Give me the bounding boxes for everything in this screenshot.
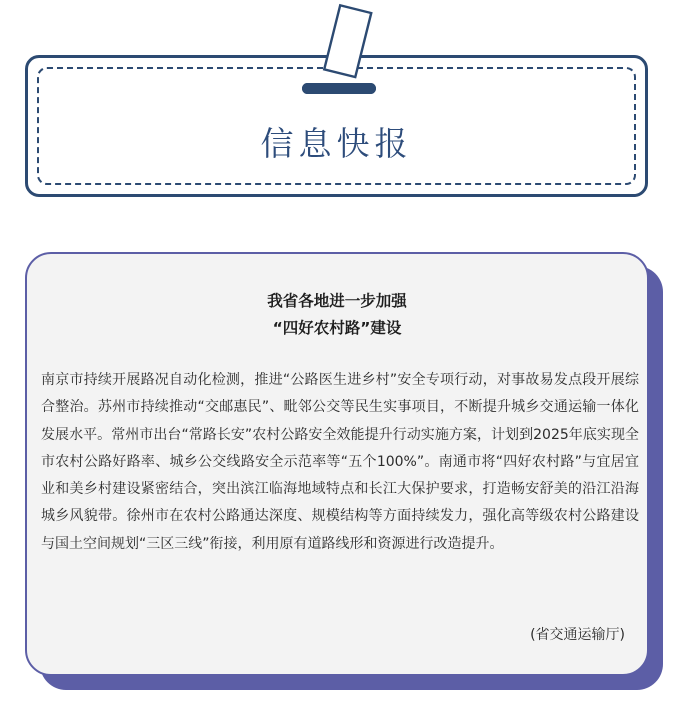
- page-title: 信息快报: [260, 124, 413, 163]
- article-headline: [27, 288, 647, 342]
- article-body: 南京市持续开展路况自动化检测，推进“公路医生进乡村”安全专项行动，对事故易发点段开展综合整治。苏州市持续推动“交邮惠民”、毗邻公交等民生实事项目，不断提升城乡交通运输一体化发展水平。常州市出台“常路长安”农村公路安全效能提升行动实施方案，计划到2025年底实现全市农村公路好路率、城乡公交线路安全示范率等“五个100%”。南通市将“四好农村路”与宜居宜业和美乡村建设紧密结合，突出滨江临海地域特点和长江大保护要求，打造畅安舒美的沿江沿海城乡风貌带。徐州市在农村公路通达深度、规模结构等方面持续发力，强化高等级农村公路建设与国土空间规划“三区三线”衔接，利用原有道路线形和资源进行改造提升。: [41, 372, 639, 552]
- article-source: (省交通运输厅): [530, 627, 625, 643]
- headline-line-2: “四好农村路”建设: [272, 319, 402, 337]
- ballot-box-icon: [290, 0, 390, 100]
- headline-line-1: 我省各地进一步加强: [267, 292, 407, 310]
- article-card: [25, 252, 649, 676]
